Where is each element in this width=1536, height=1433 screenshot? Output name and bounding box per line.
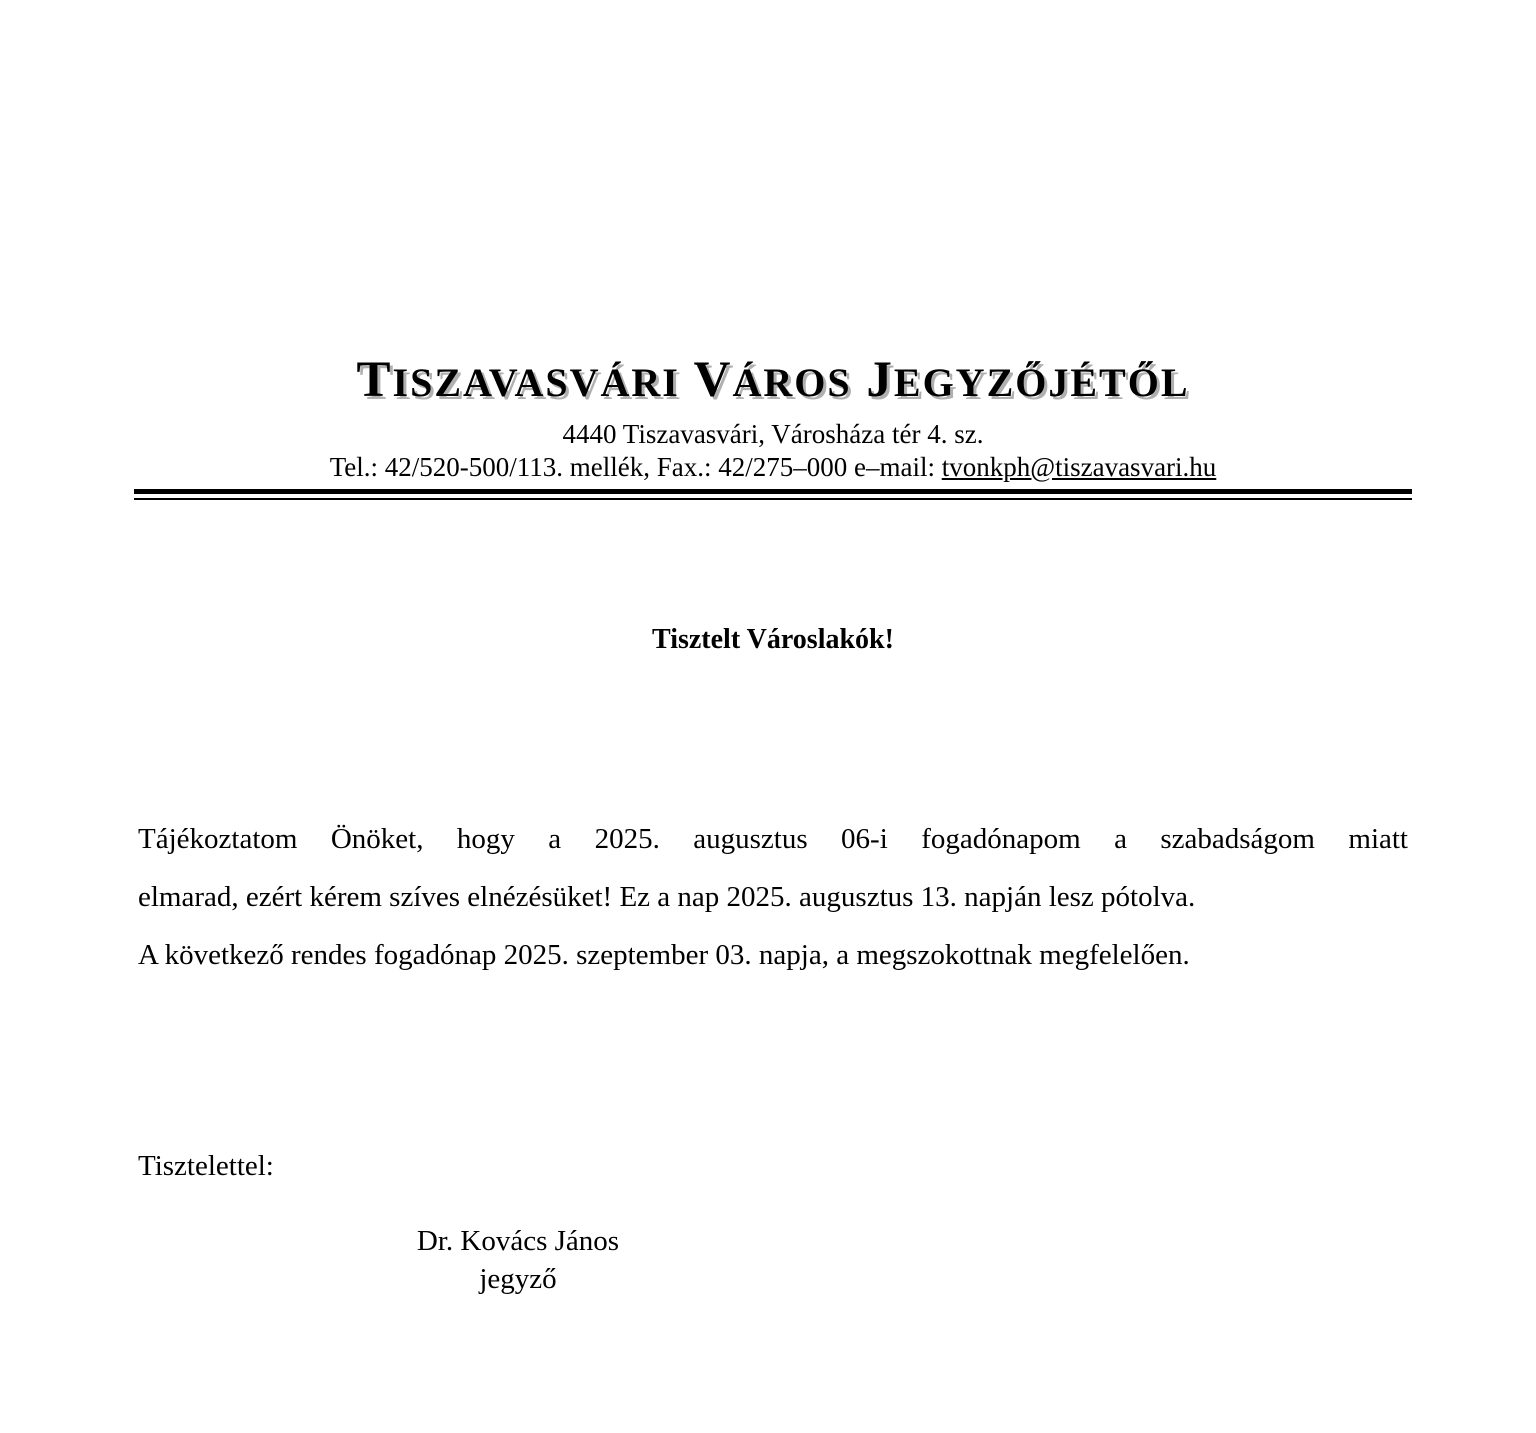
body-line: Tájékoztatom Önöket, hogy a 2025. augusztus 06-i fogadónapom a szabadságom miatt	[138, 823, 1408, 855]
signature-block	[398, 1222, 638, 1298]
signatory-role: jegyző	[479, 1263, 557, 1295]
salutation: Tisztelt Városlakók!	[652, 624, 894, 655]
letterhead-contact	[134, 450, 1412, 484]
email-link[interactable]: tvonkph@tiszavasvari.hu	[941, 452, 1217, 482]
title-word: VÁROS	[693, 352, 852, 408]
title-word: TISZAVASVÁRI	[356, 352, 680, 408]
body-line: elmarad, ezért kérem szíves elnézésüket! Ez a nap 2025. augusztus 13. napján lesz pótolva.	[138, 881, 1196, 913]
letterhead	[134, 348, 1412, 484]
body-line: A következő rendes fogadónap 2025. szeptember 03. napja, a megszokottnak megfelelően.	[138, 939, 1190, 971]
title-word: JEGYZŐJÉTŐL	[866, 352, 1190, 408]
header-divider-thick	[134, 489, 1412, 494]
closing: Tisztelettel:	[138, 1150, 274, 1182]
signatory-name: Dr. Kovács János	[416, 1225, 620, 1257]
letterhead-title	[134, 348, 1412, 415]
contact-text: Tel.: 42/520-500/113. mellék, Fax.: 42/275–000 e–mail:	[329, 452, 942, 482]
letterhead-address: 4440 Tiszavasvári, Városháza tér 4. sz.	[562, 419, 984, 449]
header-divider-thin	[134, 498, 1412, 500]
letter-body	[138, 810, 1408, 984]
